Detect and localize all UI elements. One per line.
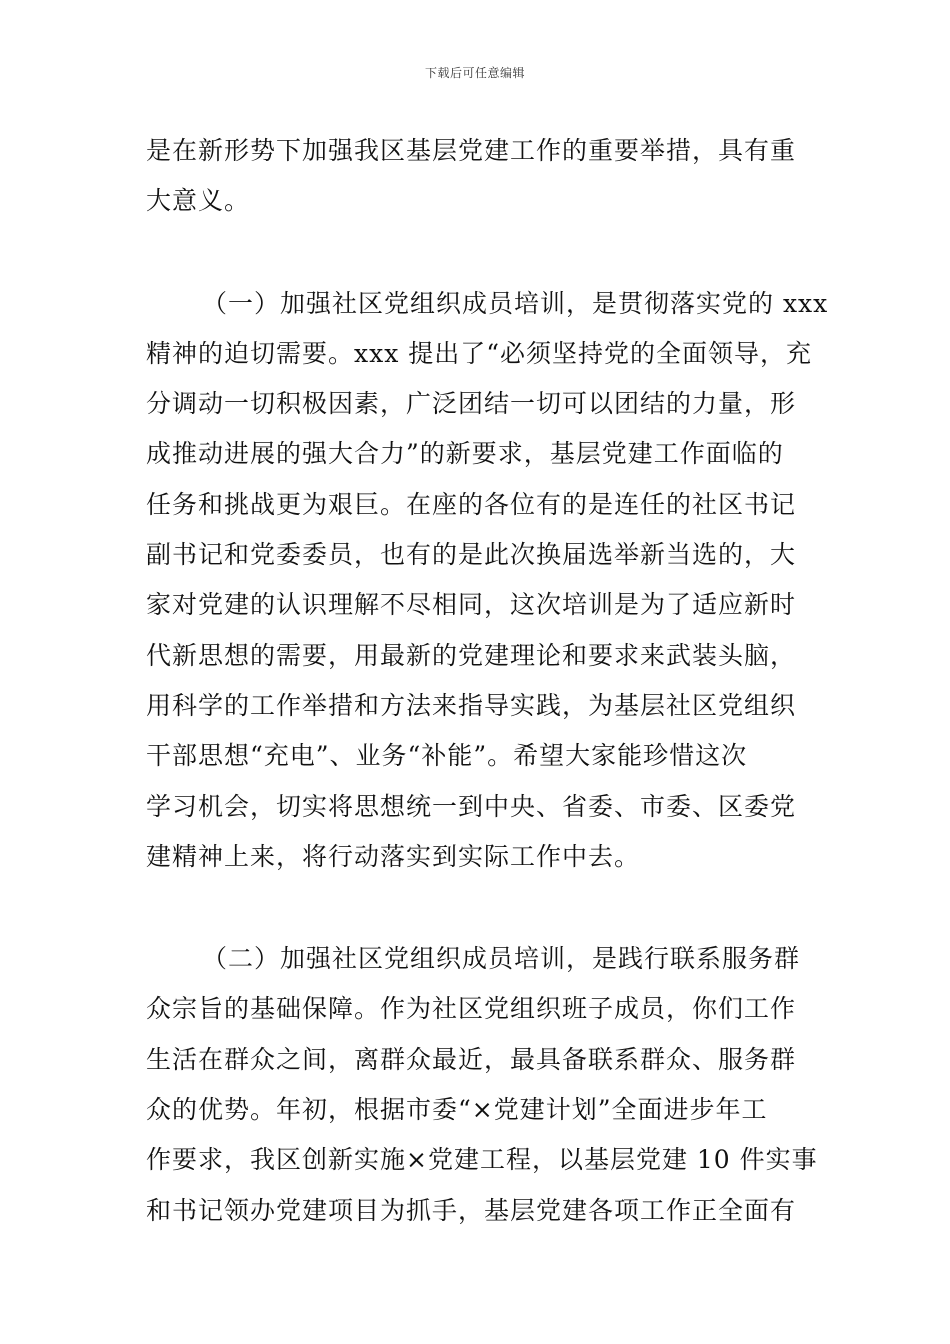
text-line: 众的优势。年初，根据市委“×党建计划”全面进步年工 [146,1095,768,1125]
text-line: 作要求，我区创新实施×党建工程，以基层党建 10 件实事 [146,1145,818,1175]
text-line: 代新思想的需要，用最新的党建理论和要求来武装头脑， [146,640,797,670]
text-line: （一）加强社区党组织成员培训，是贯彻落实党的 xxx [202,288,829,318]
text-line: 分调动一切积极因素，广泛团结一切可以团结的力量，形 [146,389,797,419]
page-header: 下载后可任意编辑 [424,66,525,80]
text-line: 生活在群众之间，离群众最近，最具备联系群众、服务群 [146,1044,797,1074]
text-line: 建精神上来，将行动落实到实际工作中去。 [146,841,641,871]
text-line: 和书记领办党建项目为抓手，基层党建各项工作正全面有 [146,1195,797,1225]
text-line: 学习机会，切实将思想统一到中央、省委、市委、区委党 [146,791,797,821]
text-line: 家对党建的认识理解不尽相同，这次培训是为了适应新时 [146,590,797,620]
text-line: 副书记和党委委员，也有的是此次换届选举新当选的，大 [146,540,797,570]
paragraph-2 [146,279,829,883]
text-line: （二）加强社区党组织成员培训，是践行联系服务群 [202,944,801,974]
text-line: 任务和挑战更为艰巨。在座的各位有的是连任的社区书记 [146,489,797,519]
document-body [146,126,829,1236]
paragraph-1 [146,126,806,227]
text-line: 精神的迫切需要。xxx 提出了“必须坚持党的全面领导，充 [146,338,813,368]
text-line: 干部思想“充电”、业务“补能”。希望大家能珍惜这次 [146,741,748,771]
text-line: 用科学的工作举措和方法来指导实践，为基层社区党组织 [146,690,797,720]
text-line: 众宗旨的基础保障。作为社区党组织班子成员，你们工作 [146,994,797,1024]
paragraph-3 [146,934,818,1236]
text-line: 大意义。 [146,186,251,216]
text-line: 成推动进展的强大合力”的新要求，基层党建工作面临的 [146,439,784,469]
text-line: 是在新形势下加强我区基层党建工作的重要举措，具有重 [146,136,797,165]
